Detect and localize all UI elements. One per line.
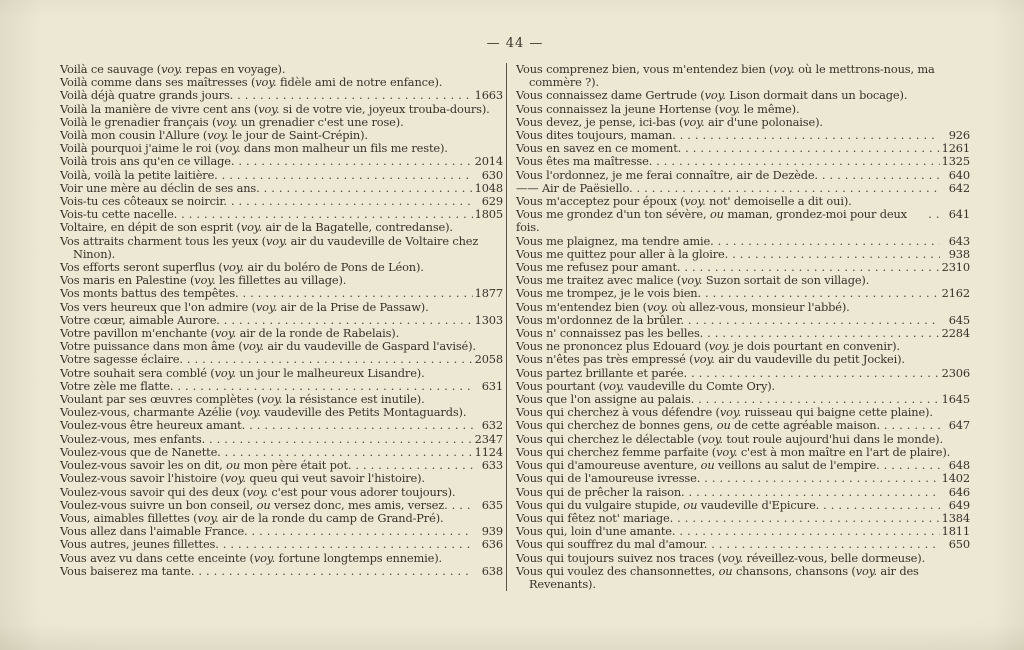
entry-number: 648	[948, 458, 970, 473]
dot-leader	[685, 142, 940, 155]
entry-number: 636	[481, 537, 503, 552]
entry-title: Vous comprenez bien, vous m'entendez bien (voy. où le mettrons-nous, ma commère ?).	[516, 62, 935, 90]
entry-title: Voulez-vous, mes enfants.	[60, 431, 206, 446]
entry-title: Voir une mère au déclin de ses ans.	[60, 180, 260, 195]
index-entry	[516, 472, 970, 485]
index-entry	[516, 155, 970, 168]
dot-leader	[822, 169, 940, 182]
index-entry	[60, 552, 503, 565]
entry-title: Voulez-vous être heureux amant.	[60, 418, 246, 433]
entry-title: Vous connaissez dame Gertrude (voy. Lison dormait dans un bocage).	[516, 88, 908, 103]
entry-title: Votre puissance dans mon âme (voy. air du vaudeville de Gaspard l'avisé).	[60, 339, 476, 354]
entry-number: 2310	[941, 260, 970, 275]
entry-title: Vous en savez en ce moment.	[516, 141, 682, 156]
entry-number: 2058	[474, 352, 503, 367]
entry-number: 643	[948, 233, 970, 248]
entry-title: Vos maris en Palestine (voy. les fillettes au village).	[60, 273, 347, 288]
entry-title: Vous qui d'amoureuse aventure, ou veillons au salut de l'empire.	[516, 458, 880, 473]
entry-title: Vous me grondez d'un ton sévère, ou maman, grondez-moi pour deux fois.	[516, 207, 907, 235]
entry-number: 629	[481, 194, 503, 209]
entry-title: Vous baiserez ma tante.	[60, 563, 195, 578]
entry-title: Vous que l'on assigne au palais.	[516, 392, 695, 407]
dot-leader	[823, 499, 940, 512]
entry-title: Vous dites toujours, maman.	[516, 128, 676, 143]
entry-title: Vous me refusez pour amant.	[516, 260, 681, 275]
entry-number: 642	[948, 180, 970, 195]
dot-leader	[688, 486, 940, 499]
entry-title: Votre pavillon m'enchante (voy. air de la ronde de Rabelais).	[60, 326, 400, 341]
entry-number: 1048	[474, 180, 503, 195]
entry-number: 645	[948, 312, 970, 327]
dot-leader	[704, 472, 939, 485]
index-entry	[516, 235, 970, 248]
entry-number: 1663	[474, 88, 503, 103]
index-entry	[60, 155, 503, 168]
entry-title: Vous autres, jeunes fillettes.	[60, 537, 219, 552]
dot-leader	[884, 459, 940, 472]
dot-leader	[718, 235, 940, 248]
index-entry	[516, 169, 970, 182]
entry-number: 1303	[474, 312, 503, 327]
index-entry	[60, 433, 503, 446]
entry-title: Voulez-vous savoir l'histoire (voy. queu qui veut savoir l'histoire).	[60, 471, 425, 486]
dot-leader	[452, 499, 473, 512]
index-entry	[60, 486, 503, 499]
dot-leader	[252, 525, 473, 538]
entry-number: 647	[948, 418, 970, 433]
entry-title: Vous qui de prêcher la raison.	[516, 484, 685, 499]
entry-title: Voilà le grenadier français (voy. un grenadier c'est une rose).	[60, 114, 404, 129]
entry-title: Vous qui cherchez le délectable (voy. tout roule aujourd'hui dans le monde).	[516, 431, 943, 446]
entry-number: 2347	[474, 431, 503, 446]
entry-title: Vous allez dans l'aimable France.	[60, 524, 248, 539]
entry-title: Vous qui du vulgaire stupide, ou vaudeville d'Epicure.	[516, 497, 820, 512]
entry-title: Vous qui cherchez femme parfaite (voy. c'est à mon maître en l'art de plaire).	[516, 444, 951, 459]
entry-title: Vous l'ordonnez, je me ferai connaître, air de Dezède.	[516, 167, 818, 182]
index-entry	[60, 367, 503, 380]
entry-title: Vous qui voulez des chansonnettes, ou chansons, chansons (voy. air des Revenants).	[516, 563, 919, 591]
scanned-book-page	[60, 0, 970, 591]
entry-number: 939	[481, 524, 503, 539]
entry-number: 638	[481, 563, 503, 578]
entry-title: Voulez-vous suivre un bon conseil, ou versez donc, mes amis, versez.	[60, 497, 448, 512]
entry-number: 1645	[941, 392, 970, 407]
entry-title: Vous me trompez, je le vois bien.	[516, 286, 701, 301]
entry-number: 938	[948, 246, 970, 261]
index-entry	[516, 499, 970, 512]
page-number: — 44 —	[486, 36, 544, 51]
dot-leader	[656, 155, 939, 168]
entry-title: Vous connaissez la jeune Hortense (voy. le même).	[516, 101, 800, 116]
entry-title: Voulez-vous savoir qui des deux (voy. c'est pour vous adorer toujours).	[60, 484, 456, 499]
entry-number: 1325	[941, 154, 970, 169]
entry-number: 2284	[941, 326, 970, 341]
index-column-left	[60, 63, 506, 591]
entry-number: 640	[948, 167, 970, 182]
entry-number: 633	[481, 458, 503, 473]
entry-title: Voulant par ses œuvres complètes (voy. la résistance est inutile).	[60, 392, 425, 407]
entry-title: Voilà déjà quatre grands jours.	[60, 88, 234, 103]
entry-title: Vous qui de l'amoureuse ivresse.	[516, 471, 701, 486]
entry-title: Vous n' connaissez pas les belles.	[516, 326, 704, 341]
entry-number: 926	[948, 128, 970, 143]
index-entry	[516, 63, 970, 89]
entry-number: 649	[948, 497, 970, 512]
entry-title: —— Air de Paësiello.	[516, 180, 633, 195]
dot-leader	[198, 565, 473, 578]
dot-leader	[231, 195, 473, 208]
dot-leader	[249, 419, 473, 432]
entry-number: 635	[481, 497, 503, 512]
entry-number: 2306	[941, 365, 970, 380]
index-entry	[516, 486, 970, 499]
dot-leader	[732, 248, 940, 261]
entry-title: Voilà la manière de vivre cent ans (voy. si de votre vie, joyeux trouba-dours).	[60, 101, 490, 116]
entry-title: Vous m'ordonnez de la brûler.	[516, 312, 684, 327]
entry-title: Vous qui cherchez de bonnes gens, ou de cette agréable maison.	[516, 418, 880, 433]
index-entry	[516, 353, 970, 366]
entry-number: 646	[948, 484, 970, 499]
index-entry	[60, 565, 503, 578]
dot-leader	[688, 314, 940, 327]
entry-title: Vous ne prononcez plus Edouard (voy. je dois pourtant en convenir).	[516, 339, 900, 354]
entry-title: Vous qui toujours suivez nos traces (voy. réveillez-vous, belle dormeuse).	[516, 550, 926, 565]
entry-title: Vous me plaignez, ma tendre amie.	[516, 233, 714, 248]
entry-number: 632	[481, 418, 503, 433]
entry-title: Voilà, voilà la petite laitière.	[60, 167, 218, 182]
entry-title: Voilà trois ans qu'en ce village.	[60, 154, 235, 169]
entry-title: Vous qui, loin d'une amante.	[516, 524, 676, 539]
entry-title: Vos monts battus des tempêtes.	[60, 286, 239, 301]
entry-title: Voulez-vous que de Nanette.	[60, 444, 221, 459]
entry-title: Vois-tu ces côteaux se noircir.	[60, 194, 227, 209]
entry-title: Vous qui souffrez du mal d'amour.	[516, 537, 708, 552]
index-entry	[60, 235, 503, 261]
index-columns	[60, 63, 970, 591]
entry-title: Vous avez vu dans cette enceinte (voy. fortune longtemps ennemie).	[60, 550, 443, 565]
entry-title: Vos attraits charment tous les yeux (voy. air du vaudeville de Voltaire chez Ninon).	[60, 233, 479, 261]
entry-number: 641	[948, 207, 970, 222]
entry-number: 1402	[941, 471, 970, 486]
entry-title: Voilà mon cousin l'Allure (voy. le jour de Saint-Crépin).	[60, 128, 368, 143]
entry-title: Vous me traitez avec malice (voy. Suzon sortait de son village).	[516, 273, 870, 288]
index-entry	[60, 419, 503, 432]
index-entry	[516, 565, 970, 591]
dot-leader	[679, 525, 939, 538]
dot-leader	[238, 155, 472, 168]
entry-number: 1384	[941, 510, 970, 525]
dot-leader	[222, 169, 473, 182]
entry-title: Vous, aimables fillettes (voy. air de la ronde du camp de Grand-Pré).	[60, 510, 444, 525]
index-entry	[60, 301, 503, 314]
entry-title: Votre zèle me flatte.	[60, 378, 174, 393]
entry-title: Voilà pourquoi j'aime le roi (voy. dans mon malheur un fils me reste).	[60, 141, 448, 156]
entry-title: Voilà comme dans ses maîtresses (voy. fidèle ami de notre enfance).	[60, 75, 443, 90]
index-entry	[60, 169, 503, 182]
entry-number: 1124	[474, 444, 503, 459]
entry-number: 1811	[941, 524, 970, 539]
dot-leader	[209, 433, 473, 446]
entry-title: Vous pourtant (voy. vaudeville du Comte Ory).	[516, 378, 776, 393]
entry-title: Voltaire, en dépit de son esprit (voy. air de la Bagatelle, contredanse).	[60, 220, 453, 235]
entry-title: Votre sagesse éclaire.	[60, 352, 183, 367]
entry-title: Vous partez brillante et parée.	[516, 365, 687, 380]
entry-number: 1877	[474, 286, 503, 301]
entry-title: Voilà ce sauvage (voy. repas en voyage).	[60, 62, 286, 76]
entry-number: 1805	[474, 207, 503, 222]
index-column-right	[506, 63, 970, 591]
dot-leader	[680, 129, 940, 142]
entry-title: Vous m'acceptez pour époux (voy. not' demoiselle a dit oui).	[516, 194, 852, 209]
entry-title: Votre cœur, aimable Aurore.	[60, 312, 220, 327]
entry-title: Vos vers heureux que l'on admire (voy. air de la Prise de Passaw).	[60, 299, 429, 314]
entry-title: Vous me quittez pour aller à la gloire.	[516, 246, 729, 261]
entry-title: Voulez-vous savoir les on dit, ou mon père était pot.	[60, 458, 352, 473]
entry-number: 2014	[474, 154, 503, 169]
entry-title: Vous n'êtes pas très empressé (voy. air du vaudeville du petit Jockei).	[516, 352, 905, 367]
entry-title: Vous êtes ma maîtresse.	[516, 154, 653, 169]
index-entry	[516, 208, 970, 234]
entry-title: Votre souhait sera comblé (voy. un jour le malheureux Lisandre).	[60, 365, 425, 380]
dot-leader	[928, 208, 940, 221]
dot-leader	[264, 182, 473, 195]
entry-number: 630	[481, 167, 503, 182]
entry-number: 2162	[941, 286, 970, 301]
index-entry	[516, 301, 970, 314]
entry-title: Vos efforts seront superflus (voy. air du boléro de Pons de Léon).	[60, 260, 424, 275]
entry-number: 631	[481, 378, 503, 393]
entry-title: Vois-tu cette nacelle.	[60, 207, 178, 222]
dot-leader	[677, 512, 940, 525]
entry-title: Vous m'entendez bien (voy. où allez-vous, monsieur l'abbé).	[516, 299, 850, 314]
entry-title: Voulez-vous, charmante Azélie (voy. vaudeville des Petits Montaguards).	[60, 405, 467, 420]
entry-title: Vous qui fêtez not' mariage.	[516, 510, 674, 525]
entry-number: 1261	[941, 141, 970, 156]
entry-title: Vous qui cherchez à vous défendre (voy. ruisseau qui baigne cette plaine).	[516, 405, 933, 420]
entry-title: Vous devez, je pense, ici-bas (voy. air d'une polonaise).	[516, 114, 823, 129]
entry-number: 650	[948, 537, 970, 552]
